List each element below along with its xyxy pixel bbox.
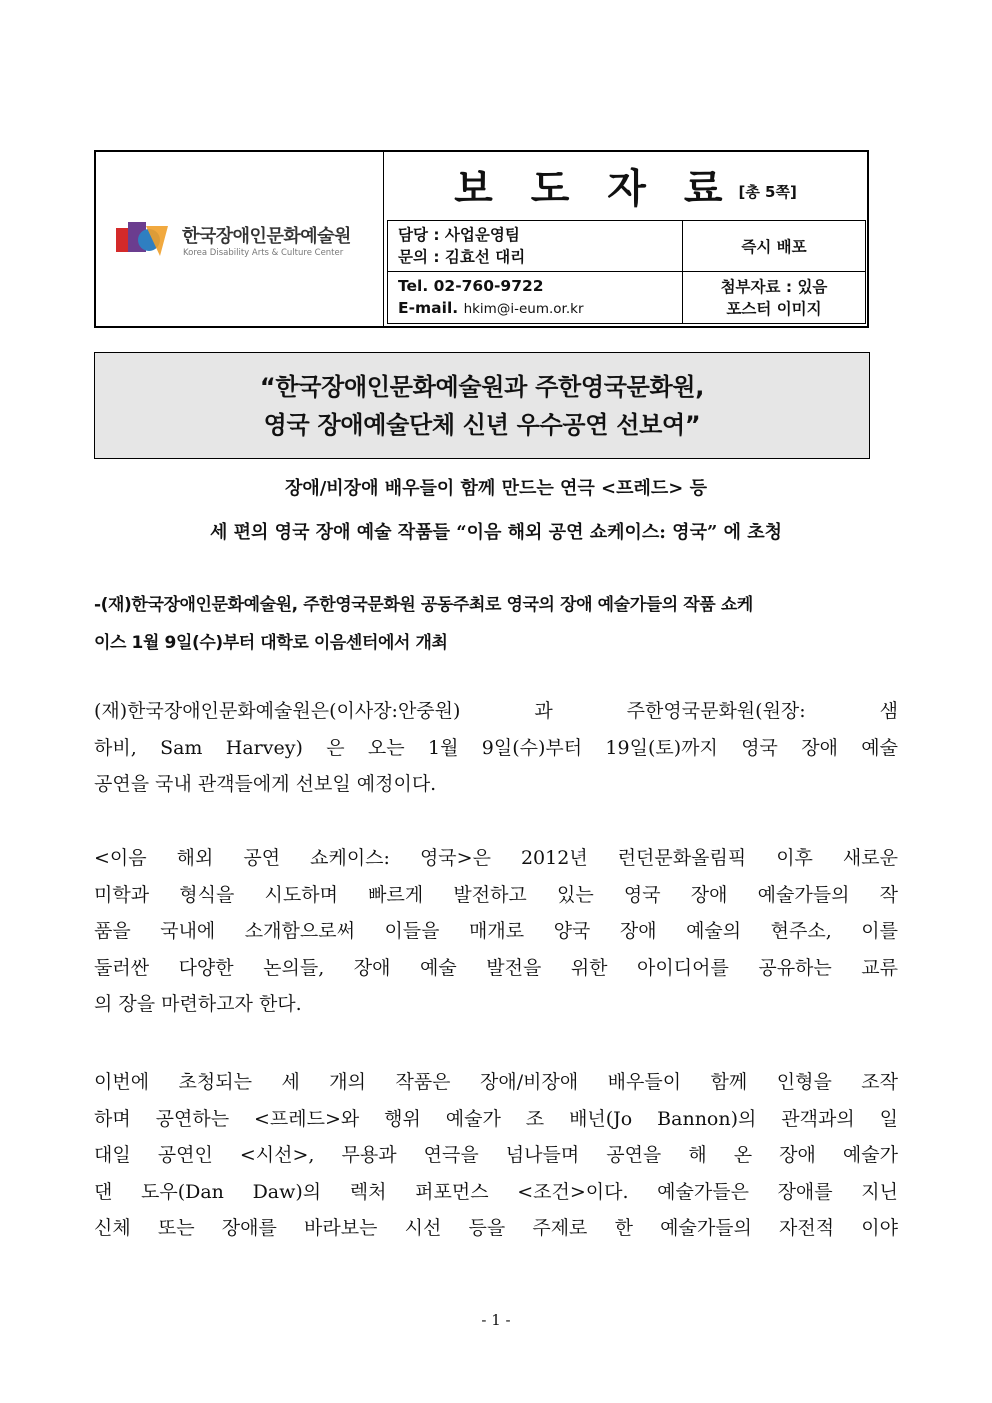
subheadline-line-2: 세 편의 영국 장애 예술 작품들 “이음 해외 공연 쇼케이스: 영국” 에 초청 [209, 522, 783, 543]
paragraph-line: 이번에 초청되는 세 개의 작품은 장애/비장애 배우들이 함께 인형을 조작 [94, 1071, 898, 1093]
release-cell [683, 221, 865, 272]
paragraph-line: 신체 또는 장애를 바라보는 시선 등을 주제로 한 예술가들의 자전적 이야 [94, 1217, 898, 1239]
paragraph-line: 의 장을 마련하고자 한다. [94, 993, 302, 1015]
logo-cell [96, 152, 384, 326]
paragraph-line: <이음 해외 공연 쇼케이스: 영국>은 2012년 런던문화올림픽 이후 새로운 [94, 847, 898, 869]
contact-cell [388, 221, 683, 272]
paragraph-line: 대일 공연인 <시선>, 무용과 연극을 넘나들며 공연을 해 온 장애 예술가 [94, 1144, 898, 1166]
paragraph-line: 하며 공연하는 <프레드>와 행위 예술가 조 배넌(Jo Bannon)의 관객과의 일 [94, 1107, 898, 1130]
paragraph-line: 둘러싼 다양한 논의들, 장애 예술 발전을 위한 아이디어를 공유하는 교류 [94, 956, 898, 979]
contact-email: hkim@i-eum.or.kr [463, 301, 584, 317]
paragraph-line: 품을 국내에 소개함으로써 이들을 매개로 양국 장애 예술의 현주소, 이를 [94, 920, 898, 942]
headline-line-1: “한국장애인문화예술원과 주한영국문화원, [259, 372, 705, 401]
summary [94, 586, 898, 662]
paragraph-1 [94, 693, 898, 803]
email-label: E-mail. [398, 299, 459, 317]
paragraph-line: 미학과 형식을 시도하며 빠르게 발전하고 있는 영국 장애 예술가들의 작 [94, 883, 898, 906]
page-number: - 1 - [481, 1311, 511, 1329]
attachment-label: 첨부자료 : 있음 [720, 277, 828, 296]
contact-email-row [398, 297, 682, 320]
headline-line-2: 영국 장애예술단체 신년 우수공연 선보여” [263, 410, 701, 439]
paragraph-line: (재)한국장애인문화예술원은(이사장:안중원) 과 주한영국문화원(원장: 샘 [94, 700, 898, 722]
logo-red-block [116, 228, 130, 252]
headline-box [94, 352, 870, 459]
press-release-header [94, 150, 869, 328]
contact-person: 문의 : 김효선 대리 [398, 248, 526, 266]
org-logo-icon [116, 218, 168, 258]
title-row [384, 152, 867, 218]
tel-email-cell [388, 272, 683, 323]
contact-tel: Tel. 02-760-9722 [398, 277, 544, 295]
summary-line-2: 이스 1월 9일(수)부터 대학로 이음센터에서 개최 [94, 633, 448, 653]
contact-dept: 담당 : 사업운영팀 [398, 226, 520, 244]
paragraph-3 [94, 1064, 898, 1247]
org-name-en: Korea Disability Arts & Culture Center [183, 248, 344, 258]
info-cell [384, 152, 867, 326]
summary-line-1: -(재)한국장애인문화예술원, 주한영국문화원 공동주최로 영국의 장애 예술가들의 작품 쇼케 [94, 595, 753, 615]
contact-grid [387, 220, 866, 324]
release-type: 즉시 배포 [741, 238, 807, 256]
page-count: [총 5쪽] [738, 182, 797, 201]
org-name-ko: 한국장애인문화예술원 [182, 226, 351, 247]
attachment-cell [683, 272, 865, 323]
paragraph-2 [94, 840, 898, 1023]
doc-title: 보 도 자 료 [454, 165, 735, 212]
attachment-item: 포스터 이미지 [726, 299, 822, 318]
paragraph-line: 댄 도우(Dan Daw)의 렉처 퍼포먼스 <조건>이다. 예술가들은 장애를 지닌 [94, 1180, 898, 1203]
paragraph-line: 공연을 국내 관객들에게 선보일 예정이다. [94, 773, 437, 795]
paragraph-line: 하비, Sam Harvey) 은 오는 1월 9일(수)부터 19일(토)까지 영국 장애 예술 [94, 736, 898, 759]
subheadline-line-1: 장애/비장애 배우들이 함께 만드는 연극 <프레드> 등 [284, 478, 708, 499]
